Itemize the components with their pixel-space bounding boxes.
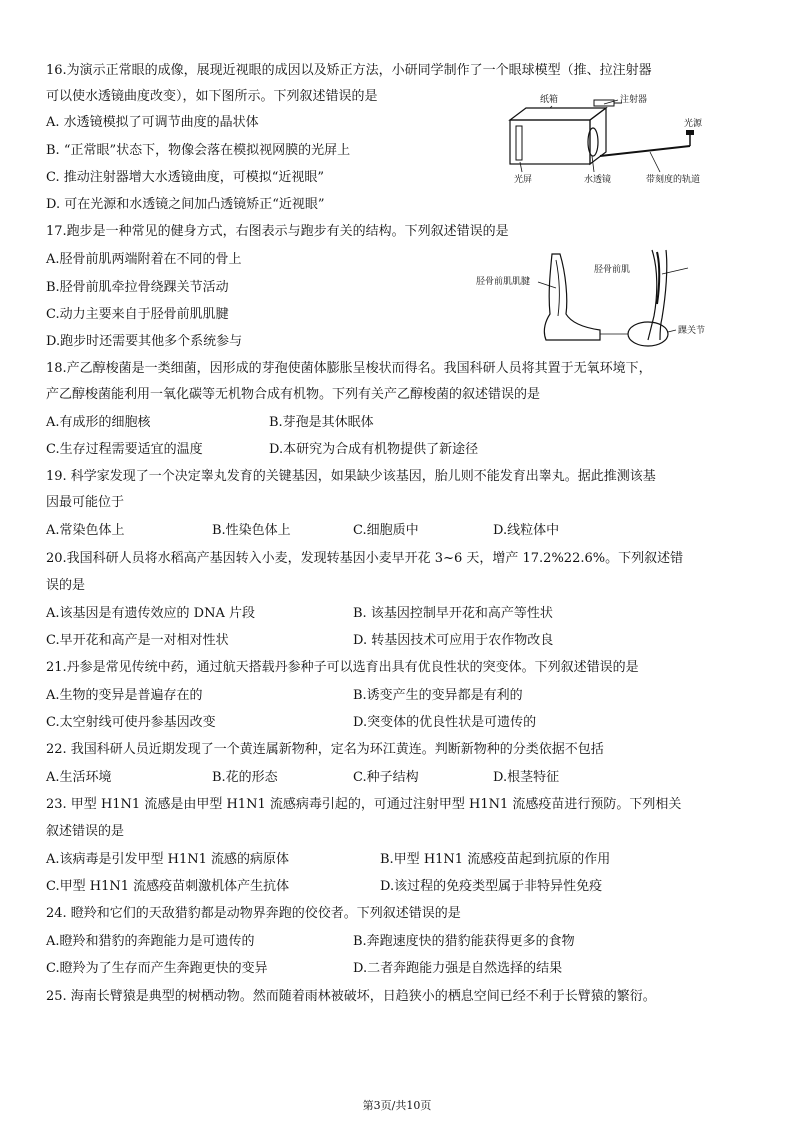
q24-option-a: A.瞪羚和猎豹的奔跑能力是可遗传的 bbox=[46, 934, 255, 949]
q21-stem: 21.丹参是常见传统中药，通过航天搭载丹参种子可以选育出具有优良性状的突变体。下列叙述错误的是 bbox=[46, 660, 639, 675]
q25-stem: 25. 海南长臂猿是典型的树栖动物。然而随着雨林被破坏，日趋狭小的栖息空间已经不利于长臂猿的繁衍。 bbox=[46, 989, 656, 1004]
q19-option-b: B.性染色体上 bbox=[212, 523, 291, 538]
q16-stem-line2: 可以使水透镜曲度改变），如下图所示。下列叙述错误的是 bbox=[46, 89, 378, 104]
q23-option-a: A.该病毒是引发甲型 H1N1 流感的病原体 bbox=[46, 852, 290, 867]
q16-option-b: B. “正常眼”状态下，物像会落在模拟视网膜的光屏上 bbox=[46, 143, 351, 158]
q18-stem-line2: 产乙醇梭菌能利用一氧化碳等无机物合成有机物。下列有关产乙醇梭菌的叙述错误的是 bbox=[46, 387, 541, 402]
q17-option-b: B.胫骨前肌牵拉骨绕踝关节活动 bbox=[46, 280, 229, 295]
q17-option-d: D.跑步时还需要其他多个系统参与 bbox=[46, 334, 243, 349]
q21-option-d: D.突变体的优良性状是可遗传的 bbox=[353, 715, 537, 730]
q17-option-a: A.胫骨前肌两端附着在不同的骨上 bbox=[46, 252, 242, 267]
q19-stem-line1: 19. 科学家发现了一个决定睾丸发育的关键基因，如果缺少该基因，胎儿则不能发育出睾丸。据此推测该基 bbox=[46, 469, 656, 484]
q21-option-b: B.诱变产生的变异都是有利的 bbox=[353, 688, 523, 703]
q23-option-b: B.甲型 H1N1 流感疫苗起到抗原的作用 bbox=[380, 852, 611, 867]
q18-option-a: A.有成形的细胞核 bbox=[46, 415, 151, 430]
q21-option-c: C.太空射线可使丹参基因改变 bbox=[46, 715, 216, 730]
q17-option-c: C.动力主要来自于胫骨前肌肌腱 bbox=[46, 307, 229, 322]
q16-option-d: D. 可在光源和水透镜之间加凸透镜矫正“近视眼” bbox=[46, 197, 325, 212]
label-track: 带刻度的轨道 bbox=[646, 175, 701, 185]
q19-option-d: D.线粒体中 bbox=[493, 523, 560, 538]
q18-option-d: D.本研究为合成有机物提供了新途径 bbox=[269, 442, 479, 457]
leg-muscle-figure bbox=[476, 244, 726, 354]
q24-option-d: D.二者奔跑能力强是自然选择的结果 bbox=[353, 961, 563, 976]
page-number: 第3页/共10页 bbox=[362, 1099, 432, 1112]
q24-option-b: B.奔跑速度快的猎豹能获得更多的食物 bbox=[353, 934, 575, 949]
q23-stem-line1: 23. 甲型 H1N1 流感是由甲型 H1N1 流感病毒引起的，可通过注射甲型 H1N1 流感疫苗进行预防。下列相关 bbox=[46, 797, 682, 812]
label-light-source: 光源 bbox=[684, 119, 703, 129]
q20-option-b: B. 该基因控制早开花和高产等性状 bbox=[353, 606, 553, 621]
q20-stem-line1: 20.我国科研人员将水稻高产基因转入小麦，发现转基因小麦早开花 3~6 天，增产 17.2%22.6%。下列叙述错 bbox=[46, 551, 684, 566]
q22-option-a: A.生活环境 bbox=[46, 770, 112, 785]
q18-option-c: C.生存过程需要适宜的温度 bbox=[46, 442, 203, 457]
q22-option-b: B.花的形态 bbox=[212, 770, 278, 785]
label-box: 纸箱 bbox=[540, 95, 559, 105]
label-tibialis-tendon: 胫骨前肌肌腱 bbox=[476, 277, 531, 287]
label-water-lens: 水透镜 bbox=[584, 175, 612, 185]
q22-option-d: D.根茎特征 bbox=[493, 770, 560, 785]
q22-option-c: C.种子结构 bbox=[353, 770, 419, 785]
q22-stem: 22. 我国科研人员近期发现了一个黄连属新物种，定名为环江黄连。判断新物种的分类依据不包括 bbox=[46, 742, 604, 757]
q21-option-a: A.生物的变异是普遍存在的 bbox=[46, 688, 203, 703]
q23-stem-line2: 叙述错误的是 bbox=[46, 824, 125, 839]
q16-stem-line1: 16.为演示正常眼的成像，展现近视眼的成因以及矫正方法，小研同学制作了一个眼球模型（推、拉注射器 bbox=[46, 63, 652, 78]
q19-stem-line2: 因最可能位于 bbox=[46, 495, 125, 510]
label-tibialis-anterior: 胫骨前肌 bbox=[594, 265, 631, 275]
q20-option-a: A.该基因是有遗传效应的 DNA 片段 bbox=[46, 606, 255, 621]
q16-option-c: C. 推动注射器增大水透镜曲度，可模拟“近视眼” bbox=[46, 170, 325, 185]
q24-stem: 24. 瞪羚和它们的天敌猎豹都是动物界奔跑的佼佼者。下列叙述错误的是 bbox=[46, 906, 461, 921]
q19-option-c: C.细胞质中 bbox=[353, 523, 419, 538]
q20-stem-line2: 误的是 bbox=[46, 578, 86, 593]
q18-option-b: B.芽孢是其休眠体 bbox=[269, 415, 374, 430]
eye-model-figure bbox=[500, 90, 760, 190]
q24-option-c: C.瞪羚为了生存而产生奔跑更快的变异 bbox=[46, 961, 268, 976]
q17-stem: 17.跑步是一种常见的健身方式，右图表示与跑步有关的结构。下列叙述错误的是 bbox=[46, 224, 509, 239]
q23-option-d: D.该过程的免疫类型属于非特异性免疫 bbox=[380, 879, 603, 894]
q18-stem-line1: 18.产乙醇梭菌是一类细菌，因形成的芽孢使菌体膨胀呈梭状而得名。我国科研人员将其置于无氧环境下， bbox=[46, 361, 652, 376]
q16-option-a: A. 水透镜模拟了可调节曲度的晶状体 bbox=[46, 115, 259, 130]
q20-option-d: D. 转基因技术可应用于农作物改良 bbox=[353, 633, 554, 648]
q19-option-a: A.常染色体上 bbox=[46, 523, 125, 538]
label-screen: 光屏 bbox=[514, 175, 533, 185]
label-syringe: 注射器 bbox=[620, 95, 648, 105]
q20-option-c: C.早开花和高产是一对相对性状 bbox=[46, 633, 229, 648]
q23-option-c: C.甲型 H1N1 流感疫苗刺激机体产生抗体 bbox=[46, 879, 290, 894]
label-ankle-joint: 踝关节 bbox=[678, 326, 706, 336]
